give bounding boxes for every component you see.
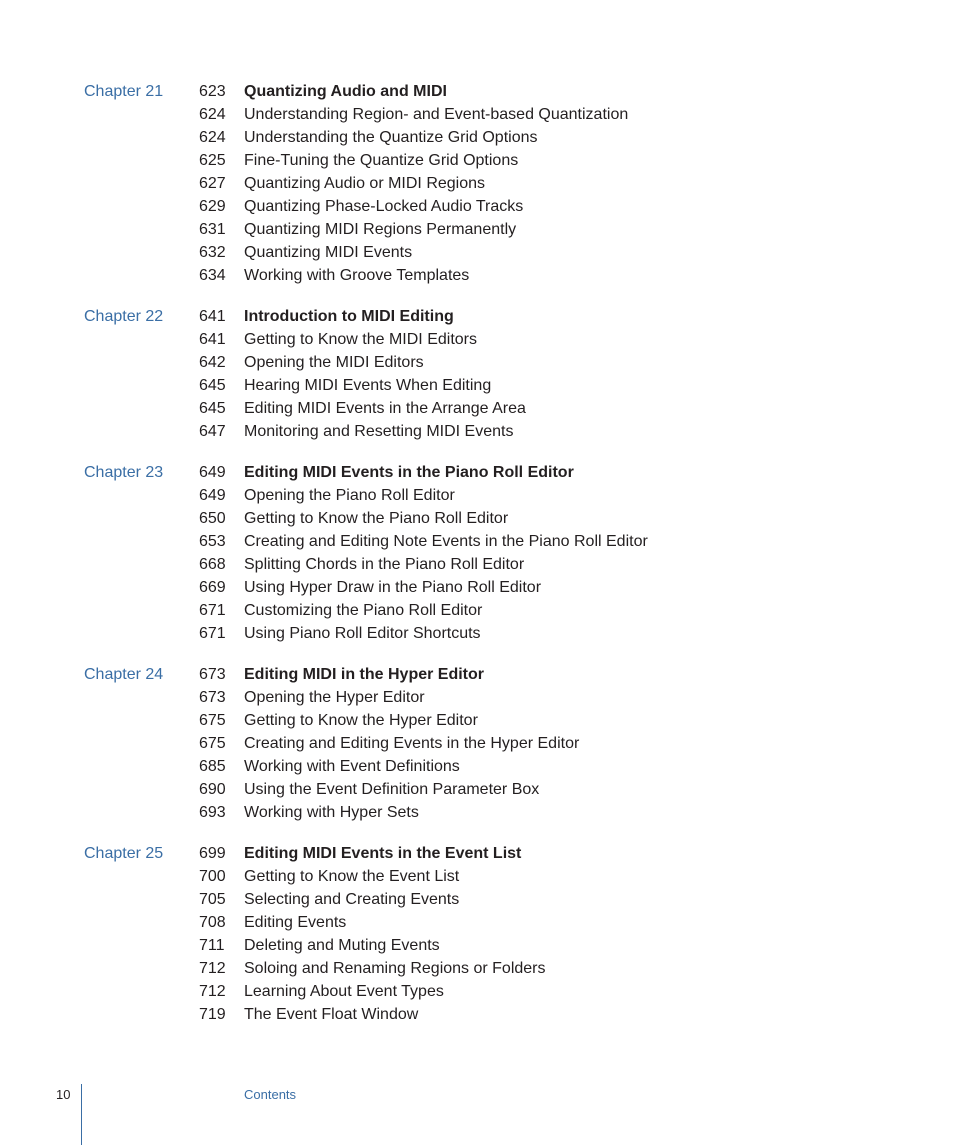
toc-entry[interactable] <box>0 599 954 622</box>
toc-entry[interactable] <box>0 420 954 443</box>
chapter-label[interactable]: Chapter 21 <box>84 83 164 100</box>
toc-entry[interactable] <box>0 911 954 934</box>
toc-entry[interactable] <box>0 934 954 957</box>
toc-entry[interactable] <box>0 195 954 218</box>
toc-entry[interactable] <box>0 172 954 195</box>
toc-entry[interactable] <box>0 374 954 397</box>
entry-title: Getting to Know the Event List <box>244 868 460 885</box>
entry-title: Editing MIDI Events in the Event List <box>244 845 522 862</box>
chapter-label[interactable]: Chapter 24 <box>84 666 164 683</box>
chapter-title-entry[interactable] <box>0 842 954 865</box>
entry-page-number: 653 <box>199 533 226 550</box>
footer-divider <box>81 1084 82 1145</box>
entry-title: Understanding the Quantize Grid Options <box>244 129 538 146</box>
toc-entry[interactable] <box>0 218 954 241</box>
entry-page-number: 623 <box>199 83 226 100</box>
entry-page-number: 675 <box>199 735 226 752</box>
chapter-label[interactable]: Chapter 23 <box>84 464 164 481</box>
entry-page-number: 699 <box>199 845 226 862</box>
footer-section-title: Contents <box>244 1087 297 1102</box>
toc-entry[interactable] <box>0 149 954 172</box>
entry-title: Using Hyper Draw in the Piano Roll Editor <box>244 579 542 596</box>
toc-entry[interactable] <box>0 328 954 351</box>
toc-entry[interactable] <box>0 686 954 709</box>
chapter-title-entry[interactable] <box>0 80 954 103</box>
entry-page-number: 649 <box>199 487 226 504</box>
entry-page-number: 627 <box>199 175 226 192</box>
table-of-contents <box>0 80 954 1044</box>
toc-entry[interactable] <box>0 397 954 420</box>
toc-entry[interactable] <box>0 957 954 980</box>
chapter-label[interactable]: Chapter 22 <box>84 308 164 325</box>
toc-entry[interactable] <box>0 126 954 149</box>
entry-title: Quantizing MIDI Events <box>244 244 413 261</box>
entry-title: Deleting and Muting Events <box>244 937 440 954</box>
entry-title: Quantizing MIDI Regions Permanently <box>244 221 517 238</box>
entry-page-number: 629 <box>199 198 226 215</box>
entry-page-number: 708 <box>199 914 226 931</box>
entry-title: Working with Hyper Sets <box>244 804 419 821</box>
entry-title: Splitting Chords in the Piano Roll Editor <box>244 556 525 573</box>
chapter-block <box>0 305 954 443</box>
entry-page-number: 700 <box>199 868 226 885</box>
toc-entry[interactable] <box>0 241 954 264</box>
chapter-label[interactable]: Chapter 25 <box>84 845 164 862</box>
toc-entry[interactable] <box>0 622 954 645</box>
entry-page-number: 649 <box>199 464 226 481</box>
entry-page-number: 668 <box>199 556 226 573</box>
toc-entry[interactable] <box>0 351 954 374</box>
entry-title: Editing Events <box>244 914 347 931</box>
toc-entry[interactable] <box>0 888 954 911</box>
entry-title: Getting to Know the MIDI Editors <box>244 331 477 348</box>
entry-title: Editing MIDI in the Hyper Editor <box>244 666 484 683</box>
toc-entry[interactable] <box>0 553 954 576</box>
toc-entry[interactable] <box>0 755 954 778</box>
toc-entry[interactable] <box>0 801 954 824</box>
entry-title: Getting to Know the Piano Roll Editor <box>244 510 509 527</box>
entry-title: Editing MIDI Events in the Arrange Area <box>244 400 526 417</box>
entry-page-number: 671 <box>199 625 226 642</box>
entry-title: Fine-Tuning the Quantize Grid Options <box>244 152 519 169</box>
chapter-title-entry[interactable] <box>0 461 954 484</box>
entry-page-number: 645 <box>199 377 226 394</box>
entry-title: Selecting and Creating Events <box>244 891 460 908</box>
entry-page-number: 624 <box>199 106 226 123</box>
chapter-block <box>0 663 954 824</box>
toc-entry[interactable] <box>0 732 954 755</box>
toc-entry[interactable] <box>0 264 954 287</box>
entry-title: Using Piano Roll Editor Shortcuts <box>244 625 481 642</box>
entry-page-number: 712 <box>199 983 226 1000</box>
chapter-block <box>0 461 954 645</box>
entry-title: Quantizing Phase-Locked Audio Tracks <box>244 198 524 215</box>
entry-title: Working with Event Definitions <box>244 758 460 775</box>
entry-title: Quantizing Audio or MIDI Regions <box>244 175 486 192</box>
toc-entry[interactable] <box>0 1003 954 1026</box>
toc-entry[interactable] <box>0 507 954 530</box>
toc-entry[interactable] <box>0 484 954 507</box>
entry-title: Opening the MIDI Editors <box>244 354 424 371</box>
toc-entry[interactable] <box>0 980 954 1003</box>
entry-title: Creating and Editing Events in the Hyper Editor <box>244 735 580 752</box>
chapter-block <box>0 842 954 1026</box>
toc-entry[interactable] <box>0 530 954 553</box>
entry-title: Working with Groove Templates <box>244 267 470 284</box>
entry-page-number: 624 <box>199 129 226 146</box>
entry-page-number: 719 <box>199 1006 226 1023</box>
entry-page-number: 711 <box>199 937 225 954</box>
entry-title: Opening the Piano Roll Editor <box>244 487 455 504</box>
entry-page-number: 669 <box>199 579 226 596</box>
entry-page-number: 675 <box>199 712 226 729</box>
entry-page-number: 625 <box>199 152 226 169</box>
entry-title: Getting to Know the Hyper Editor <box>244 712 478 729</box>
entry-page-number: 705 <box>199 891 226 908</box>
entry-title: Learning About Event Types <box>244 983 444 1000</box>
footer-page-number: 10 <box>56 1087 71 1102</box>
entry-title: Using the Event Definition Parameter Box <box>244 781 540 798</box>
toc-entry[interactable] <box>0 709 954 732</box>
entry-page-number: 641 <box>199 308 226 325</box>
entry-page-number: 645 <box>199 400 226 417</box>
entry-title: The Event Float Window <box>244 1006 419 1023</box>
entry-page-number: 690 <box>199 781 226 798</box>
entry-title: Soloing and Renaming Regions or Folders <box>244 960 546 977</box>
entry-page-number: 634 <box>199 267 226 284</box>
toc-entry[interactable] <box>0 103 954 126</box>
entry-title: Customizing the Piano Roll Editor <box>244 602 483 619</box>
entry-page-number: 673 <box>199 689 226 706</box>
entry-title: Understanding Region- and Event-based Quantization <box>244 106 629 123</box>
entry-page-number: 693 <box>199 804 226 821</box>
entry-page-number: 642 <box>199 354 226 371</box>
entry-title: Quantizing Audio and MIDI <box>244 83 447 100</box>
entry-page-number: 647 <box>199 423 226 440</box>
chapter-title-entry[interactable] <box>0 663 954 686</box>
entry-title: Hearing MIDI Events When Editing <box>244 377 492 394</box>
toc-entry[interactable] <box>0 865 954 888</box>
entry-page-number: 641 <box>199 331 226 348</box>
entry-title: Opening the Hyper Editor <box>244 689 425 706</box>
entry-page-number: 673 <box>199 666 226 683</box>
entry-title: Introduction to MIDI Editing <box>244 308 454 325</box>
entry-title: Editing MIDI Events in the Piano Roll Editor <box>244 464 574 481</box>
entry-page-number: 685 <box>199 758 226 775</box>
entry-title: Creating and Editing Note Events in the Piano Roll Editor <box>244 533 648 550</box>
entry-title: Monitoring and Resetting MIDI Events <box>244 423 514 440</box>
entry-page-number: 632 <box>199 244 226 261</box>
entry-page-number: 712 <box>199 960 226 977</box>
entry-page-number: 650 <box>199 510 226 527</box>
chapter-block <box>0 80 954 287</box>
chapter-title-entry[interactable] <box>0 305 954 328</box>
toc-entry[interactable] <box>0 576 954 599</box>
entry-page-number: 631 <box>199 221 226 238</box>
entry-page-number: 671 <box>199 602 226 619</box>
toc-entry[interactable] <box>0 778 954 801</box>
